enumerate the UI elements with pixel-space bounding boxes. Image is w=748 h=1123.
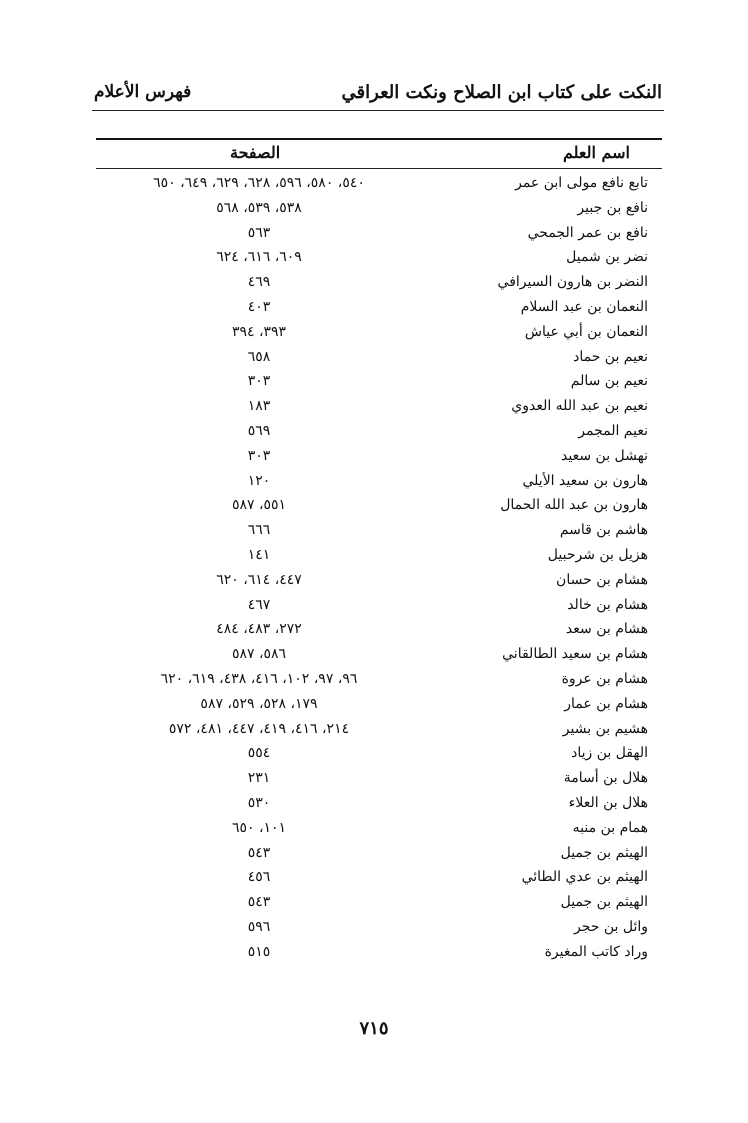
page-references: ٥٦٣: [247, 224, 271, 241]
person-name: هارون بن عبد الله الحمال: [500, 497, 648, 514]
page-references: ٣٠٣: [247, 373, 271, 390]
page-references: ٥٥١، ٥٨٧: [231, 497, 287, 514]
page-references: ٥٣٠: [247, 794, 271, 811]
person-name: هشام بن عروة: [561, 670, 648, 687]
table-row: [96, 917, 662, 942]
page-references: ٤٤٧، ٦١٤، ٦٢٠: [216, 571, 302, 588]
table-row: [96, 520, 662, 545]
table-row: [96, 942, 662, 967]
page-references: ٩٦، ٩٧، ١٠٢، ٤١٦، ٤٣٨، ٦١٩، ٦٢٠: [160, 670, 358, 687]
table-row: [96, 322, 662, 347]
person-name: الهقل بن زياد: [571, 745, 648, 762]
person-name: النضر بن هارون السيرافي: [497, 274, 648, 291]
person-name: نافع بن جبير: [577, 199, 648, 216]
table-row: [96, 471, 662, 496]
page-references: ١٤١: [247, 546, 271, 563]
page-references: ٤٦٧: [247, 596, 271, 613]
table-row: [96, 545, 662, 570]
page-references: ٥٣٨، ٥٣٩، ٥٦٨: [216, 199, 302, 216]
page-references: ٥٤٠، ٥٨٠، ٥٩٦، ٦٢٨، ٦٢٩، ٦٤٩، ٦٥٠: [153, 175, 365, 191]
page-references: ٣٩٣، ٣٩٤: [231, 323, 287, 340]
page-references: ٢٧٢، ٤٨٣، ٤٨٤: [216, 621, 302, 638]
column-header-name: اسم العلم: [562, 143, 630, 162]
page-references: ٥٤٣: [247, 894, 271, 911]
page-references: ٣٠٣: [247, 447, 271, 464]
person-name: نعيم المجمر: [578, 422, 648, 439]
table-row: [96, 694, 662, 719]
page-references: ٥٦٩: [247, 422, 271, 439]
person-name: هارون بن سعيد الأيلي: [522, 472, 648, 489]
person-name: نهشل بن سعيد: [561, 447, 648, 464]
page-references: ٤٥٦: [247, 869, 271, 886]
book-title: النكت على كتاب ابن الصلاح ونكت العراقي: [341, 82, 662, 103]
table-row: [96, 421, 662, 446]
section-title: فهرس الأعلام: [94, 82, 192, 102]
table-row: [96, 371, 662, 396]
table-row: [96, 644, 662, 669]
table-row: [96, 173, 662, 198]
person-name: هلال بن العلاء: [568, 794, 648, 811]
table-row: [96, 843, 662, 868]
table-row: [96, 768, 662, 793]
page-references: ١٢٠: [247, 472, 271, 489]
person-name: الهيثم بن عدي الطائي: [521, 869, 648, 886]
table-row: [96, 272, 662, 297]
page-references: ٥١٥: [247, 943, 271, 960]
header-rule: [92, 110, 664, 111]
person-name: نعيم بن حماد: [573, 348, 648, 365]
person-name: هزيل بن شرحبيل: [547, 546, 648, 563]
table-row: [96, 495, 662, 520]
page-references: ٦٥٨: [247, 348, 271, 365]
running-header: [94, 82, 662, 112]
person-name: نضر بن شميل: [566, 249, 648, 266]
page-references: ٤٦٩: [247, 274, 271, 291]
person-name: هشام بن خالد: [567, 596, 648, 613]
person-name: همام بن منبه: [572, 819, 648, 836]
table-row: [96, 247, 662, 272]
person-name: هشيم بن بشير: [562, 720, 648, 737]
table-row: [96, 223, 662, 248]
table-header-rule: [96, 168, 662, 169]
page-references: ١٧٩، ٥٢٨، ٥٢٩، ٥٨٧: [200, 695, 318, 712]
page-references: ٢١٤، ٤١٦، ٤١٩، ٤٤٧، ٤٨١، ٥٧٢: [168, 720, 350, 737]
person-name: هشام بن سعد: [565, 621, 648, 638]
page-references: ١٠١، ٦٥٠: [231, 819, 287, 836]
table-row: [96, 297, 662, 322]
person-name: تابع نافع مولى ابن عمر: [515, 175, 648, 191]
table-row: [96, 595, 662, 620]
table-row: [96, 198, 662, 223]
page-references: ٥٤٣: [247, 844, 271, 861]
table-row: [96, 396, 662, 421]
person-name: هشام بن حسان: [556, 571, 648, 588]
table-row: [96, 743, 662, 768]
table-row: [96, 867, 662, 892]
person-name: نافع بن عمر الجمحي: [527, 224, 648, 241]
table-row: [96, 446, 662, 471]
person-name: هلال بن أسامة: [563, 770, 648, 787]
table-row: [96, 570, 662, 595]
person-name: الهيثم بن جميل: [560, 844, 648, 861]
table-row: [96, 892, 662, 917]
table-row: [96, 669, 662, 694]
table-row: [96, 619, 662, 644]
person-name: النعمان بن عبد السلام: [520, 298, 648, 315]
page-references: ٥٥٤: [247, 745, 271, 762]
index-table-body: [96, 173, 662, 967]
person-name: هشام بن عمار: [564, 695, 648, 712]
page-references: ٢٣١: [247, 770, 271, 787]
person-name: نعيم بن عبد الله العدوي: [511, 398, 648, 415]
column-header-pages: الصفحة: [230, 143, 281, 162]
page-number: ٧١٥: [359, 1018, 389, 1039]
person-name: النعمان بن أبي عياش: [524, 323, 648, 340]
person-name: الهيثم بن جميل: [560, 894, 648, 911]
person-name: نعيم بن سالم: [570, 373, 648, 390]
page-references: ٥٩٦: [247, 918, 271, 935]
table-row: [96, 793, 662, 818]
page-references: ٤٠٣: [247, 298, 271, 315]
page-references: ٦٠٩، ٦١٦، ٦٢٤: [216, 249, 302, 266]
page-references: ٥٨٦، ٥٨٧: [231, 646, 287, 663]
person-name: وراد كاتب المغيرة: [544, 943, 648, 960]
page-references: ٦٦٦: [247, 522, 271, 539]
table-top-rule: [96, 138, 662, 140]
table-row: [96, 719, 662, 744]
table-row: [96, 347, 662, 372]
person-name: هاشم بن قاسم: [559, 522, 648, 539]
person-name: هشام بن سعيد الطالقاني: [502, 646, 648, 663]
table-row: [96, 818, 662, 843]
page-references: ١٨٣: [247, 398, 271, 415]
person-name: وائل بن حجر: [573, 918, 648, 935]
